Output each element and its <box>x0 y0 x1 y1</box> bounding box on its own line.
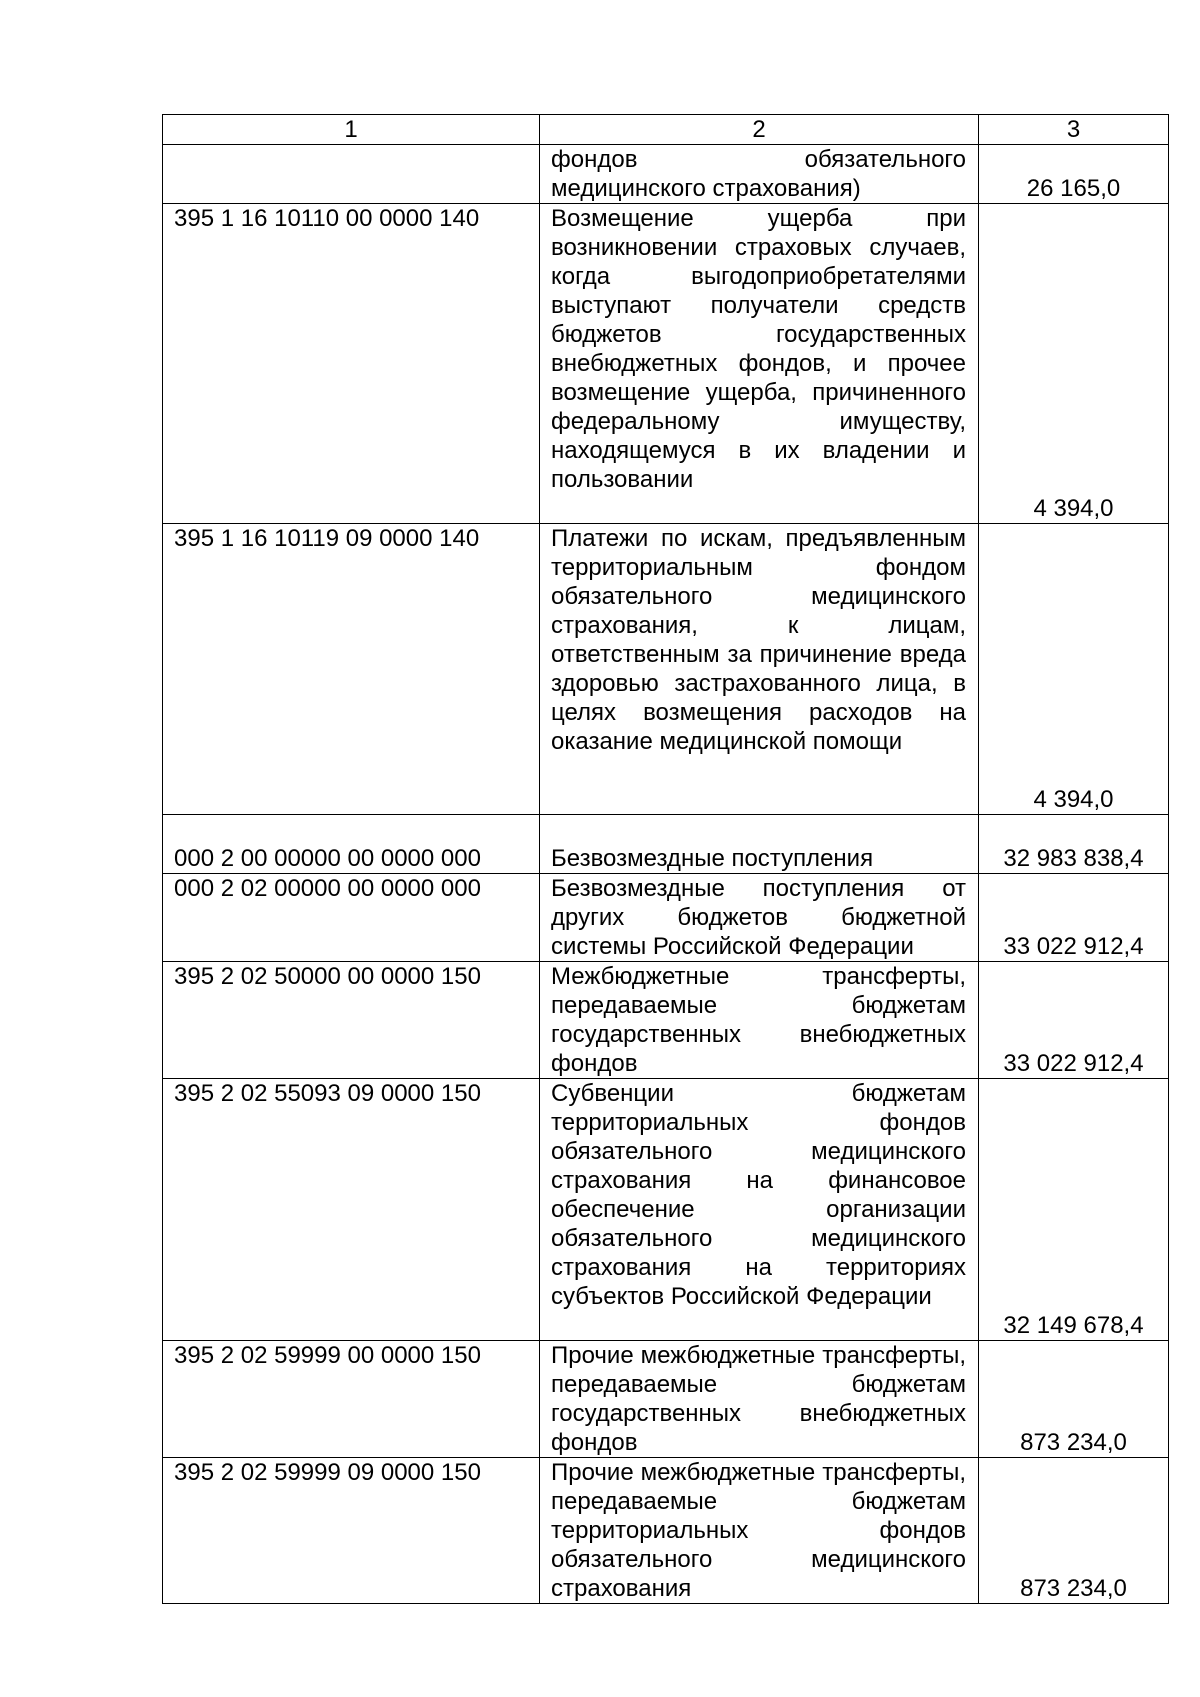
row-description: Безвозмездные поступления от других бюджетов бюджетной системы Российской Федерации <box>540 874 979 962</box>
table-row <box>163 204 1169 524</box>
table-header <box>163 115 1169 145</box>
revenue-table <box>162 114 1169 1604</box>
row-description: Субвенции бюджетам территориальных фондов обязательного медицинского страхования на финансовое обеспечение организации обязательного медицинского страхования на территориях субъектов Российской Федерации <box>540 1079 979 1341</box>
row-description: фондов обязательного медицинского страхования) <box>540 145 979 204</box>
row-code: 395 2 02 55093 09 0000 150 <box>163 1079 540 1341</box>
row-code: 395 2 02 59999 09 0000 150 <box>163 1458 540 1604</box>
row-amount: 33 022 912,4 <box>979 874 1169 962</box>
row-description: Прочие межбюджетные трансферты, передаваемые бюджетам территориальных фондов обязательного медицинского страхования <box>540 1458 979 1604</box>
row-amount: 4 394,0 <box>979 524 1169 815</box>
row-code: 395 1 16 10110 00 0000 140 <box>163 204 540 524</box>
row-code: 000 2 02 00000 00 0000 000 <box>163 874 540 962</box>
table-row <box>163 1341 1169 1458</box>
row-amount: 873 234,0 <box>979 1458 1169 1604</box>
header-col-3: 3 <box>979 115 1169 145</box>
table-row <box>163 874 1169 962</box>
row-amount: 32 149 678,4 <box>979 1079 1169 1341</box>
header-row <box>163 115 1169 145</box>
row-amount: 26 165,0 <box>979 145 1169 204</box>
table-row <box>163 1458 1169 1604</box>
row-description: Межбюджетные трансферты, передаваемые бюджетам государственных внебюджетных фондов <box>540 962 979 1079</box>
row-code: 395 1 16 10119 09 0000 140 <box>163 524 540 815</box>
row-description: Прочие межбюджетные трансферты, передаваемые бюджетам государственных внебюджетных фондов <box>540 1341 979 1458</box>
table-row <box>163 524 1169 815</box>
row-code <box>163 145 540 204</box>
row-amount: 33 022 912,4 <box>979 962 1169 1079</box>
row-amount: 32 983 838,4 <box>979 815 1169 874</box>
row-description: Платежи по искам, предъявленным территориальным фондом обязательного медицинского страхования, к лицам, ответственным за причинение вреда здоровью застрахованного лица, в целях возмещения расходов на оказание медицинской помощи <box>540 524 979 815</box>
table-row <box>163 815 1169 874</box>
header-col-1: 1 <box>163 115 540 145</box>
table-body <box>163 145 1169 1604</box>
row-amount: 4 394,0 <box>979 204 1169 524</box>
row-amount: 873 234,0 <box>979 1341 1169 1458</box>
row-code: 395 2 02 50000 00 0000 150 <box>163 962 540 1079</box>
row-code: 000 2 00 00000 00 0000 000 <box>163 815 540 874</box>
header-col-2: 2 <box>540 115 979 145</box>
table-row <box>163 1079 1169 1341</box>
table-row <box>163 145 1169 204</box>
table-row <box>163 962 1169 1079</box>
row-description: Возмещение ущерба при возникновении страховых случаев, когда выгодоприобретателями выступают получатели средств бюджетов государственных внебюджетных фондов, и прочее возмещение ущерба, причиненного федеральному имуществу, находящемуся в их владении и пользовании <box>540 204 979 524</box>
row-code: 395 2 02 59999 00 0000 150 <box>163 1341 540 1458</box>
row-description: Безвозмездные поступления <box>540 815 979 874</box>
